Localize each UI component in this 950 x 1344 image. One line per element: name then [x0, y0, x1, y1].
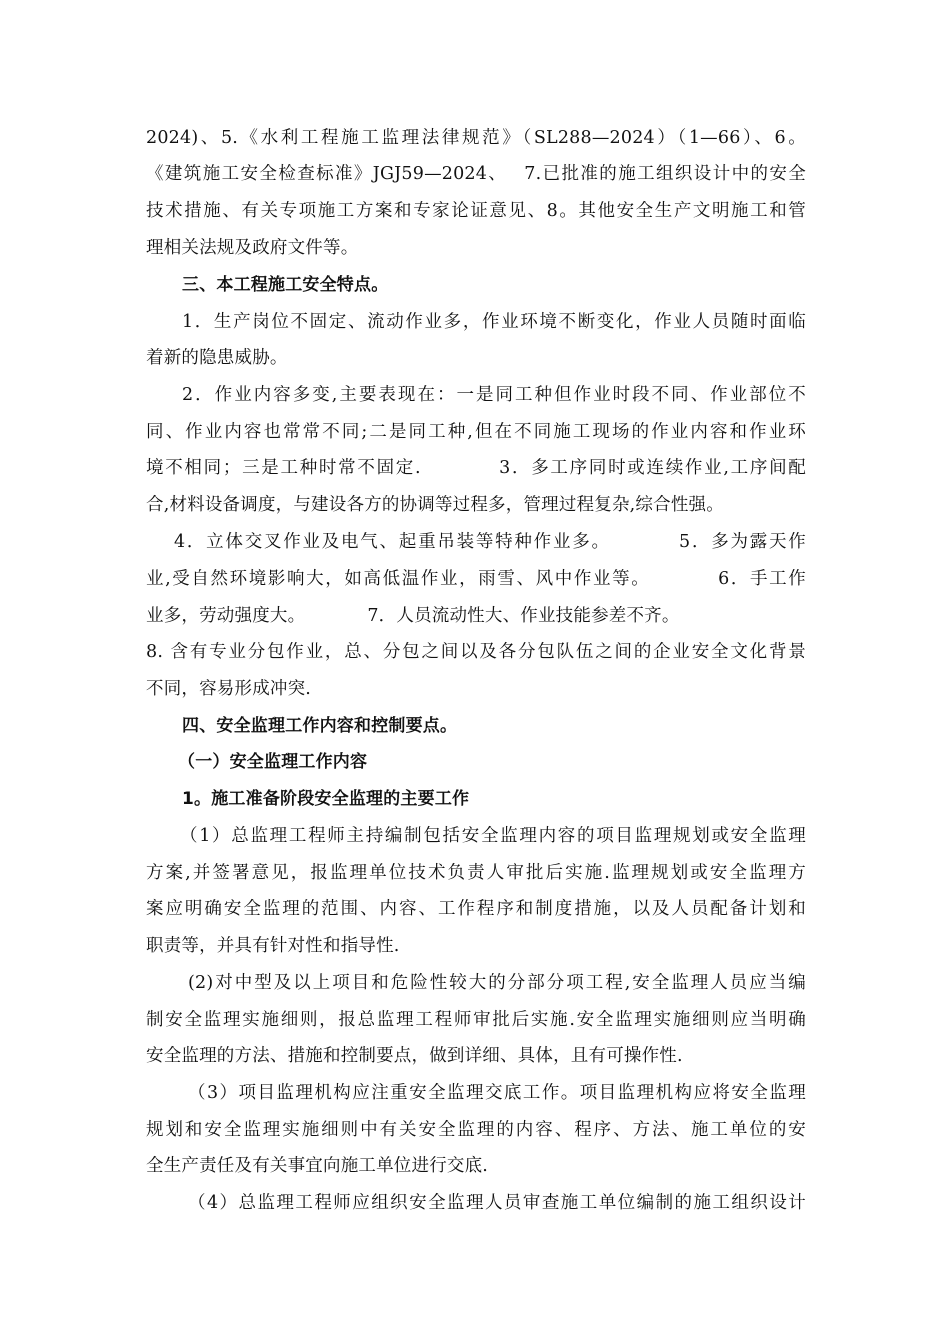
text-line: 2．作业内容多变,主要表现在：一是同工种但作业时段不同、作业部位不 — [182, 385, 806, 405]
text-line: 1．生产岗位不固定、流动作业多，作业环境不断变化，作业人员随时面临 — [182, 312, 806, 332]
text-line: 不同，容易形成冲突. — [146, 679, 312, 699]
text-line: 制安全监理实施细则，报总监理工程师审批后实施.安全监理实施细则应当明确 — [146, 1010, 806, 1030]
text-line: 2024)、5.《水利工程施工监理法律规范》（SL288—2024）（1—66）、6。 — [146, 128, 806, 148]
text-line: （4）总监理工程师应组织安全监理人员审查施工单位编制的施工组织设计 — [188, 1193, 806, 1213]
text-line: 案应明确安全监理的范围、内容、工作程序和制度措施，以及人员配备计划和 — [146, 899, 806, 919]
text-line: (2)对中型及以上项目和危险性较大的分部分项工程,安全监理人员应当编 — [188, 973, 806, 993]
text-line: 技术措施、有关专项施工方案和专家论证意见、8。其他安全生产文明施工和管 — [146, 201, 806, 221]
text-line: （3）项目监理机构应注重安全监理交底工作。项目监理机构应将安全监理 — [188, 1083, 806, 1103]
text-line: 合,材料设备调度，与建设各方的协调等过程多，管理过程复杂,综合性强。 — [146, 495, 724, 515]
text-line: 同、作业内容也常常不同;二是同工种,但在不同施工现场的作业内容和作业环 — [146, 422, 806, 442]
section-heading: 三、本工程施工安全特点。 — [182, 275, 389, 295]
text-line: 境不相同；三是工种时常不固定. 3．多工序同时或连续作业,工序间配 — [146, 458, 806, 478]
text-line: 全生产责任及有关事宜向施工单位进行交底. — [146, 1156, 489, 1176]
subsection-heading: 1。施工准备阶段安全监理的主要工作 — [182, 789, 470, 809]
text-line: （1）总监理工程师主持编制包括安全监理内容的项目监理规划或安全监理 — [180, 826, 806, 846]
text-line: 规划和安全监理实施细则中有关安全监理的内容、程序、方法、施工单位的安 — [146, 1120, 806, 1140]
subsection-heading: （一）安全监理工作内容 — [178, 752, 368, 772]
text-line: 业,受自然环境影响大，如高低温作业，雨雪、风中作业等。 6．手工作 — [146, 569, 806, 589]
text-line: 4．立体交叉作业及电气、起重吊装等特种作业多。 5．多为露天作 — [174, 532, 806, 552]
text-line: 职责等，并具有针对性和指导性. — [146, 936, 400, 956]
text-line: 方案,并签署意见，报监理单位技术负责人审批后实施.监理规划或安全监理方 — [146, 863, 806, 883]
text-line: 理相关法规及政府文件等。 — [146, 238, 359, 258]
text-line: 着新的隐患威胁。 — [146, 348, 288, 368]
text-line: 8. 含有专业分包作业，总、分包之间以及各分包队伍之间的企业安全文化背景 — [146, 642, 806, 662]
section-heading: 四、安全监理工作内容和控制要点。 — [182, 716, 458, 736]
text-line: 《建筑施工安全检查标准》JGJ59—2024、 7.已批准的施工组织设计中的安全 — [146, 164, 806, 184]
text-line: 业多，劳动强度大。 7．人员流动性大、作业技能参差不齐。 — [146, 606, 680, 626]
text-line: 安全监理的方法、措施和控制要点，做到详细、具体，且有可操作性. — [146, 1046, 683, 1066]
